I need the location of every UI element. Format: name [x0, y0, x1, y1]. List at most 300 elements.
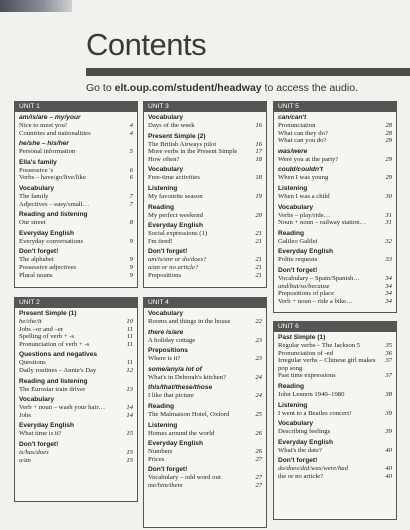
entry-page-number: 22: [255, 318, 262, 325]
unit-section: [148, 133, 262, 164]
contents-entry[interactable]: [278, 342, 392, 350]
entry-title: Pronunciation: [278, 122, 316, 129]
unit-section: [148, 329, 262, 345]
section-heading: Vocabulary: [278, 420, 314, 428]
section-heading: Present Simple (2): [148, 132, 206, 140]
entry-title: The Eurostar train driver: [19, 385, 86, 393]
entry-title: Verb + noun – ride a bike…: [278, 297, 353, 305]
section-heading: Everyday English: [148, 440, 203, 448]
section-heading: this/that/these/those: [148, 384, 213, 392]
section-heading: Listening: [278, 401, 308, 409]
section-heading: Don't forget!: [278, 266, 318, 274]
entry-page-number: 21: [255, 271, 262, 279]
unit-section: [148, 185, 262, 201]
entry-page-number: 35: [385, 342, 392, 349]
entry-page-number: 23: [255, 336, 262, 344]
audio-link[interactable]: elt.oup.com/student/headway: [114, 82, 262, 94]
contents-entry[interactable]: [148, 482, 262, 490]
contents-entry[interactable]: [19, 404, 133, 412]
contents-entry[interactable]: [19, 412, 133, 420]
entry-page-number: 32: [385, 237, 392, 245]
contents-entry[interactable]: [148, 392, 262, 400]
entry-title: Prepositions: [148, 271, 182, 279]
unit-section: [148, 114, 262, 130]
entry-title: Free-time activities: [148, 174, 200, 182]
entry-page-number: 34: [385, 290, 392, 298]
section-heading: some/any/a lot of: [148, 365, 202, 373]
unit-label: UNIT 5: [274, 102, 396, 112]
unit-label: UNIT 4: [144, 298, 266, 308]
entry-page-number: 29: [385, 155, 392, 163]
contents-entry[interactable]: [148, 448, 262, 456]
entry-page-number: 9: [129, 237, 133, 245]
section-heading: Vocabulary: [278, 203, 314, 211]
section-heading: Past Simple (1): [278, 334, 326, 341]
unit-section: [148, 310, 262, 326]
contents-entry[interactable]: [148, 264, 262, 272]
contents-entry[interactable]: [19, 193, 133, 201]
contents-entry[interactable]: [19, 130, 133, 138]
entry-page-number: 36: [385, 349, 392, 357]
contents-entry[interactable]: [278, 410, 392, 418]
entry-page-number: 6: [129, 174, 133, 182]
contents-entry[interactable]: [278, 350, 392, 358]
entry-title: Questions: [19, 359, 46, 367]
entry-page-number: 15: [126, 456, 133, 464]
entry-page-number: 31: [385, 219, 392, 227]
contents-entry[interactable]: [278, 447, 392, 455]
entry-page-number: 28: [385, 122, 392, 129]
cover-photo-strip: [0, 0, 72, 12]
unit-section: [148, 347, 262, 363]
entry-title: a/an or no article?: [148, 263, 199, 271]
unit-4-box: [143, 297, 267, 528]
section-heading: Ella's family: [19, 158, 57, 166]
contents-entry[interactable]: [19, 148, 133, 156]
entry-title: Vocabulary – Spain/Spanish…: [278, 274, 360, 282]
contents-entry[interactable]: [278, 365, 392, 373]
entry-title: do/does/did/was/were/had: [278, 465, 348, 473]
entry-title: Where is it?: [148, 355, 181, 363]
unit-sections: [15, 308, 137, 466]
contents-entry[interactable]: [19, 341, 133, 349]
section-heading: am/is/are – my/your: [19, 114, 81, 121]
section-heading: Don't forget!: [278, 457, 318, 465]
entry-page-number: 31: [385, 211, 392, 219]
contents-entry[interactable]: [19, 272, 133, 280]
contents-entry[interactable]: [278, 357, 392, 365]
contents-entry[interactable]: [148, 212, 262, 220]
entry-page-number: 28: [385, 129, 392, 137]
entry-title: Spelling of verb + -s: [19, 333, 75, 341]
entry-title: What's the date?: [278, 446, 322, 454]
entry-page-number: 21: [255, 230, 262, 238]
contents-entry[interactable]: [148, 193, 262, 201]
entry-page-number: 11: [126, 333, 133, 341]
unit-section: [148, 166, 262, 182]
entry-title: What time is it?: [19, 430, 62, 438]
entry-page-number: 38: [385, 390, 392, 398]
contents-entry[interactable]: [148, 230, 262, 238]
contents-entry[interactable]: [148, 174, 262, 182]
section-heading: Everyday English: [278, 248, 333, 256]
unit-section: [148, 384, 262, 400]
unit-section: [278, 248, 392, 264]
entry-title: Days of the week: [148, 122, 195, 129]
unit-section: [278, 457, 392, 480]
section-heading: could/couldn't: [278, 166, 323, 174]
entry-page-number: 30: [385, 192, 392, 200]
contents-entry[interactable]: [278, 391, 392, 399]
contents-entry[interactable]: [148, 238, 262, 246]
entry-page-number: 21: [255, 237, 262, 245]
contents-entry[interactable]: [278, 290, 392, 298]
entry-page-number: 5: [129, 148, 133, 156]
unit-section: [19, 310, 133, 348]
entry-title: Numbers: [148, 448, 173, 456]
entry-title: Jobs: [19, 411, 31, 419]
contents-entry[interactable]: [19, 449, 133, 457]
entry-page-number: 37: [385, 372, 392, 380]
unit-sections: [15, 112, 137, 281]
entry-page-number: 27: [255, 455, 262, 463]
section-heading: Reading: [278, 382, 305, 390]
entry-page-number: 9: [129, 271, 133, 279]
section-heading: Reading: [148, 203, 175, 211]
entry-title: me/him/them: [148, 481, 183, 489]
entry-title: Prepositions of place: [278, 290, 335, 298]
section-heading: Vocabulary: [148, 166, 184, 174]
entry-page-number: 39: [385, 428, 392, 436]
contents-entry[interactable]: [148, 411, 262, 419]
unit-section: [148, 366, 262, 382]
section-heading: was/were: [278, 147, 308, 155]
entry-page-number: 4: [129, 122, 133, 129]
contents-entry[interactable]: [148, 430, 262, 438]
section-heading: Everyday English: [19, 229, 74, 237]
entry-page-number: 7: [129, 192, 133, 200]
contents-entry[interactable]: [278, 193, 392, 201]
unit-section: [278, 114, 392, 145]
contents-entry[interactable]: [148, 122, 262, 130]
entry-page-number: 8: [129, 219, 133, 227]
section-heading: Vocabulary: [19, 396, 55, 404]
contents-entry[interactable]: [19, 367, 133, 375]
entry-page-number: 11: [126, 340, 133, 348]
contents-entry[interactable]: [278, 156, 392, 164]
entry-title: How often?: [148, 155, 180, 163]
unit-section: [19, 114, 133, 137]
contents-entry[interactable]: [148, 337, 262, 345]
entry-title: pop song: [278, 364, 303, 372]
entry-page-number: 9: [129, 256, 133, 264]
unit-sections: [274, 112, 396, 307]
entry-page-number: 25: [255, 410, 262, 418]
entry-title: When I was a child: [278, 192, 330, 200]
unit-label: UNIT 1: [15, 102, 137, 112]
entry-page-number: 23: [255, 355, 262, 363]
entry-title: Verbs – play/ride…: [278, 211, 331, 219]
contents-entry[interactable]: [148, 456, 262, 464]
contents-entry[interactable]: [148, 141, 262, 149]
unit-section: [278, 185, 392, 201]
section-heading: Everyday English: [19, 422, 74, 430]
entry-title: Plural nouns: [19, 271, 53, 279]
section-heading: Listening: [278, 184, 308, 192]
entry-title: Irregular verbs – Chinese girl makes: [278, 357, 376, 365]
entry-page-number: 39: [385, 409, 392, 417]
audio-access-line: [86, 82, 358, 94]
section-heading: Vocabulary: [19, 184, 55, 192]
contents-entry[interactable]: [278, 256, 392, 264]
entry-title: Rooms and things in the house: [148, 318, 231, 325]
contents-entry[interactable]: [19, 326, 133, 334]
entry-title: Describing feelings: [278, 428, 331, 436]
entry-title: The alphabet: [19, 256, 54, 264]
entry-title: When I was young: [278, 174, 329, 182]
entry-page-number: 20: [255, 211, 262, 219]
entry-title: Jobs –or and –er: [19, 325, 64, 333]
entry-title: Verb + noun – wash your hair…: [19, 404, 106, 412]
entry-title: Pronunciation of verb + -s: [19, 340, 90, 348]
contents-entry[interactable]: [278, 122, 392, 130]
entry-page-number: 21: [255, 263, 262, 271]
unit-section: [278, 267, 392, 305]
unit-section: [148, 222, 262, 245]
contents-entry[interactable]: [148, 148, 262, 156]
contents-entry[interactable]: [148, 318, 262, 326]
entry-title: Daily routines – Annie's Day: [19, 366, 97, 374]
entry-title: The British Airways pilot: [148, 140, 217, 148]
contents-entry[interactable]: [19, 333, 133, 341]
entry-page-number: 26: [255, 448, 262, 456]
contents-entry[interactable]: [19, 457, 133, 465]
section-heading: Don't forget!: [19, 440, 59, 448]
entry-title: Vocabulary – odd word out: [148, 474, 221, 482]
unit-section: [278, 420, 392, 436]
entry-page-number: 18: [255, 155, 262, 163]
contents-entry[interactable]: [148, 374, 262, 382]
unit-section: [278, 402, 392, 418]
entry-title: Galileo Galilei: [278, 237, 318, 245]
unit-3-box: [143, 101, 267, 288]
unit-section: [148, 466, 262, 489]
contents-entry[interactable]: [278, 174, 392, 182]
entry-page-number: 40: [385, 465, 392, 473]
section-heading: Present Simple (1): [19, 310, 77, 317]
unit-section: [19, 441, 133, 464]
unit-section: [278, 334, 392, 380]
entry-title: My perfect weekend: [148, 211, 203, 219]
contents-entry[interactable]: [19, 201, 133, 209]
entry-title: A holiday cottage: [148, 336, 196, 344]
contents-entry[interactable]: [278, 298, 392, 306]
entry-title: the or no article?: [278, 472, 324, 480]
contents-entry[interactable]: [278, 238, 392, 246]
contents-entry[interactable]: [278, 275, 392, 283]
unit-section: [278, 204, 392, 227]
section-heading: Vocabulary: [148, 310, 184, 317]
unit-6-box: [273, 321, 397, 520]
entry-page-number: 14: [126, 411, 133, 419]
page-title: Contents: [86, 27, 207, 62]
entry-title: a/an: [19, 456, 31, 464]
contents-entry[interactable]: [278, 283, 392, 291]
section-heading: Listening: [148, 421, 178, 429]
unit-label: UNIT 3: [144, 102, 266, 112]
entry-title: Pronunciation of -ed: [278, 349, 333, 357]
entry-title: What's in Deborah's kitchen?: [148, 373, 226, 381]
entry-title: Possessive adjectives: [19, 263, 77, 271]
section-heading: he/she – his/her: [19, 140, 69, 148]
section-heading: Reading: [148, 402, 175, 410]
section-heading: Listening: [148, 184, 178, 192]
contents-entry[interactable]: [19, 122, 133, 130]
section-heading: Questions and negatives: [19, 351, 98, 359]
entry-page-number: 27: [255, 474, 262, 482]
entry-title: am/is/are or do/does?: [148, 256, 207, 264]
unit-1-box: [14, 101, 138, 288]
entry-page-number: 11: [126, 359, 133, 367]
entry-title: Past time expressions: [278, 372, 336, 380]
unit-section: [278, 166, 392, 182]
entry-title: Countries and nationalities: [19, 129, 91, 137]
entry-page-number: 29: [385, 174, 392, 182]
unit-section: [19, 422, 133, 438]
unit-2-box: [14, 297, 138, 502]
section-heading: Vocabulary: [148, 114, 184, 121]
entry-title: I like that picture: [148, 392, 194, 400]
entry-title: More verbs in the Present Simple: [148, 148, 238, 156]
unit-section: [148, 403, 262, 419]
entry-page-number: 34: [385, 282, 392, 290]
entry-title: What can you do?: [278, 137, 327, 145]
entry-page-number: 37: [385, 357, 392, 365]
contents-entry[interactable]: [19, 167, 133, 175]
contents-entry[interactable]: [148, 474, 262, 482]
unit-section: [148, 248, 262, 279]
unit-section: [19, 230, 133, 246]
entry-page-number: 19: [255, 192, 262, 200]
contents-entry[interactable]: [19, 219, 133, 227]
audio-prefix: Go to: [86, 82, 115, 94]
entry-page-number: 11: [126, 325, 133, 333]
entry-title: Prices: [148, 455, 165, 463]
contents-entry[interactable]: [278, 473, 392, 481]
contents-entry[interactable]: [148, 272, 262, 280]
contents-entry[interactable]: [278, 428, 392, 436]
unit-section: [19, 140, 133, 156]
unit-label: UNIT 2: [15, 298, 137, 308]
entry-page-number: 26: [255, 429, 262, 437]
unit-section: [278, 148, 392, 164]
contents-entry[interactable]: [19, 256, 133, 264]
entry-page-number: 18: [255, 174, 262, 182]
entry-page-number: 15: [126, 430, 133, 438]
entry-title: What can they do?: [278, 129, 328, 137]
entry-title: Adjectives – easy/small…: [19, 200, 90, 208]
contents-entry[interactable]: [148, 256, 262, 264]
contents-entry[interactable]: [148, 355, 262, 363]
unit-section: [19, 185, 133, 208]
contents-entry[interactable]: [148, 156, 262, 164]
section-heading: there is/are: [148, 328, 184, 336]
unit-5-box: [273, 101, 397, 313]
entry-page-number: 9: [129, 263, 133, 271]
unit-section: [278, 230, 392, 246]
entry-page-number: 24: [255, 392, 262, 400]
contents-entry[interactable]: [278, 372, 392, 380]
contents-entry[interactable]: [19, 386, 133, 394]
entry-title: he/she/it: [19, 318, 42, 325]
contents-entry[interactable]: [19, 174, 133, 182]
unit-section: [19, 248, 133, 279]
entry-title: I went to a Beatles concert!: [278, 409, 352, 417]
contents-entry[interactable]: [19, 238, 133, 246]
entry-page-number: 21: [255, 256, 262, 264]
section-heading: can/can't: [278, 114, 307, 121]
unit-section: [19, 351, 133, 374]
entry-title: Nice to meet you!: [19, 122, 68, 129]
entry-title: Possessive 's: [19, 166, 54, 174]
contents-entry[interactable]: [19, 430, 133, 438]
section-heading: Prepositions: [148, 347, 188, 355]
section-heading: Everyday English: [148, 222, 203, 230]
entry-page-number: 16: [255, 140, 262, 148]
entry-page-number: 29: [385, 137, 392, 145]
entry-title: Verbs – have/go/live/like: [19, 174, 86, 182]
entry-page-number: 34: [385, 274, 392, 282]
entry-title: Social expressions (1): [148, 230, 208, 238]
entry-title: and/but/so/because: [278, 282, 330, 290]
entry-page-number: 40: [385, 446, 392, 454]
entry-page-number: 12: [126, 366, 133, 374]
entry-title: Regular verbs – The Jackson 5: [278, 342, 361, 349]
entry-title: The family: [19, 192, 49, 200]
section-heading: Don't forget!: [148, 466, 188, 474]
entry-page-number: 16: [255, 122, 262, 129]
unit-section: [19, 378, 133, 394]
entry-title: Personal information: [19, 148, 76, 156]
contents-entry[interactable]: [19, 318, 133, 326]
unit-section: [148, 204, 262, 220]
entry-title: Our street: [19, 219, 46, 227]
unit-section: [148, 440, 262, 463]
contents-entry[interactable]: [278, 465, 392, 473]
entry-page-number: 27: [255, 481, 262, 489]
contents-entry[interactable]: [278, 130, 392, 138]
contents-entry[interactable]: [278, 212, 392, 220]
entry-title: Polite requests: [278, 256, 318, 264]
entry-page-number: 40: [385, 472, 392, 480]
entry-page-number: 13: [126, 385, 133, 393]
unit-sections: [144, 112, 266, 281]
section-heading: Reading: [278, 229, 305, 237]
contents-entry[interactable]: [19, 359, 133, 367]
contents-entry[interactable]: [19, 264, 133, 272]
unit-section: [19, 211, 133, 227]
contents-entry[interactable]: [278, 137, 392, 145]
entry-title: The Malmaison Hotel, Oxford: [148, 410, 230, 418]
unit-section: [278, 383, 392, 399]
entry-page-number: 7: [129, 200, 133, 208]
contents-entry[interactable]: [278, 219, 392, 227]
section-heading: Reading and listening: [19, 211, 88, 219]
entry-page-number: 34: [385, 297, 392, 305]
entry-title: Noun + noun – railway station…: [278, 219, 367, 227]
entry-page-number: 24: [255, 373, 262, 381]
entry-title: I'm tired!: [148, 237, 173, 245]
